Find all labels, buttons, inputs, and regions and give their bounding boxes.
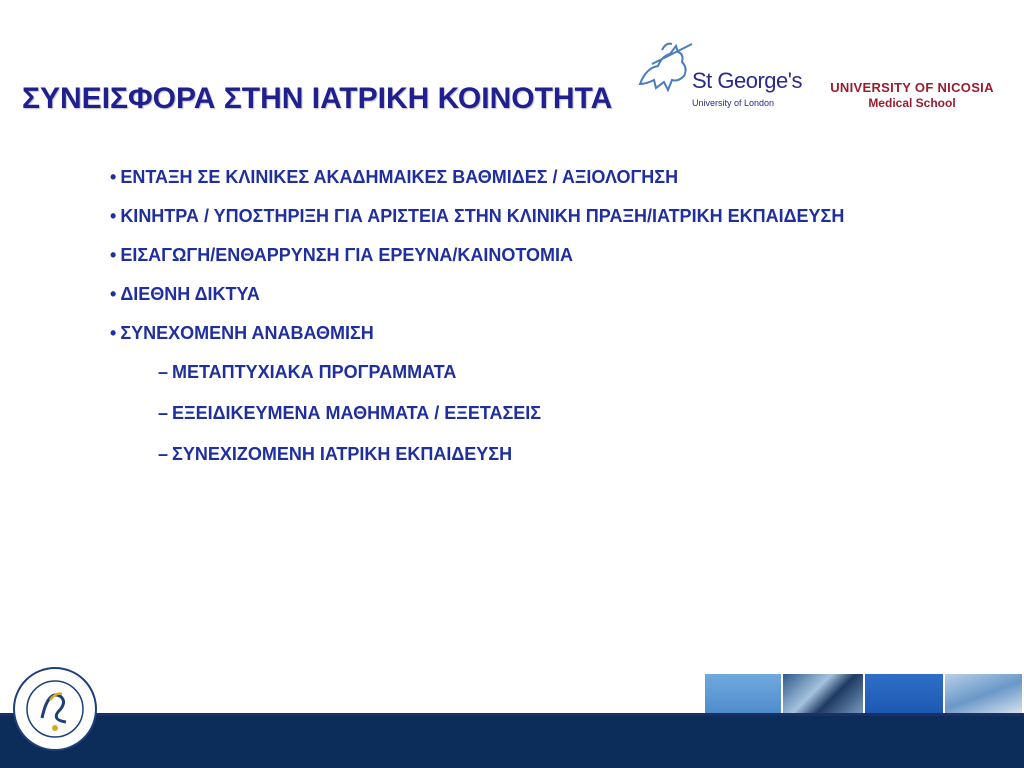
sub-item: [158, 439, 910, 470]
stgeorges-logo: [632, 38, 802, 114]
slide-title: ΣΥΝΕΙΣΦΟΡΑ ΣΤΗΝ ΙΑΤΡΙΚΗ ΚΟΙΝΟΤΗΤΑ: [22, 82, 613, 115]
bullet-marker: •: [110, 167, 117, 187]
pancyprian-seal-icon: [12, 666, 98, 752]
bullet-item: [110, 318, 910, 349]
sub-item-text: ΕΞΕΙΔΙΚΕΥΜΕΝΑ ΜΑΘΗΜΑΤΑ / ΕΞΕΤΑΣΕΙΣ: [172, 403, 542, 423]
stgeorges-name: St George's: [692, 68, 802, 93]
bullet-marker: •: [110, 323, 117, 343]
unic-logo: [822, 80, 1002, 110]
bullet-item: [110, 240, 910, 271]
bullet-text: ΚΙΝΗΤΡΑ / ΥΠΟΣΤΗΡΙΞΗ ΓΙΑ ΑΡΙΣΤΕΙΑ ΣΤΗΝ ΚΛΙΝΙΚΗ ΠΡΑΞΗ/ΙΑΤΡΙΚΗ ΕΚΠΑΙΔΕΥΣΗ: [120, 206, 845, 226]
footer-photo: [945, 674, 1022, 716]
dash-marker: –: [158, 403, 169, 423]
bullet-text: ΕΝΤΑΞΗ ΣΕ ΚΛΙΝΙΚΕΣ ΑΚΑΔΗΜΑΙΚΕΣ ΒΑΘΜΙΔΕΣ / ΑΞΙΟΛΟΓΗΣΗ: [120, 167, 679, 187]
sub-item-text: ΜΕΤΑΠΤΥΧΙΑΚΑ ΠΡΟΓΡΑΜΜΑΤΑ: [172, 362, 457, 382]
unic-name: UNIVERSITY OF NICOSIA: [830, 80, 994, 95]
bullet-item: [110, 201, 910, 232]
footer-bar: [0, 716, 1024, 768]
bullet-marker: •: [110, 245, 117, 265]
bullet-text: ΣΥΝΕΧΟΜΕΝΗ ΑΝΑΒΑΘΜΙΣΗ: [120, 323, 374, 343]
bullet-text: ΔΙΕΘΝΗ ΔΙΚΤΥΑ: [120, 284, 260, 304]
dash-marker: –: [158, 362, 169, 382]
bullet-item: [110, 279, 910, 310]
sub-item-text: ΣΥΝΕΧΙΖΟΜΕΝΗ ΙΑΤΡΙΚΗ ΕΚΠΑΙΔΕΥΣΗ: [172, 444, 513, 464]
unic-school: Medical School: [868, 96, 956, 110]
footer-photo-strip: [705, 674, 1024, 716]
slide-body: [110, 162, 910, 480]
bullet-marker: •: [110, 206, 117, 226]
sub-item: [158, 357, 910, 388]
footer-photo: [865, 674, 943, 716]
bullet-text: ΕΙΣΑΓΩΓΗ/ΕΝΘΑΡΡΥΝΣΗ ΓΙΑ ΕΡΕΥΝΑ/ΚΑΙΝΟΤΟΜΙΑ: [120, 245, 574, 265]
sub-item: [158, 398, 910, 429]
bullet-marker: •: [110, 284, 117, 304]
st-george-knight-on-horse-icon: [632, 38, 696, 98]
footer-photo: [783, 674, 863, 716]
bullet-item: [110, 162, 910, 193]
footer-photo: [705, 674, 781, 716]
dash-marker: –: [158, 444, 169, 464]
stgeorges-subtitle: University of London: [692, 98, 775, 108]
